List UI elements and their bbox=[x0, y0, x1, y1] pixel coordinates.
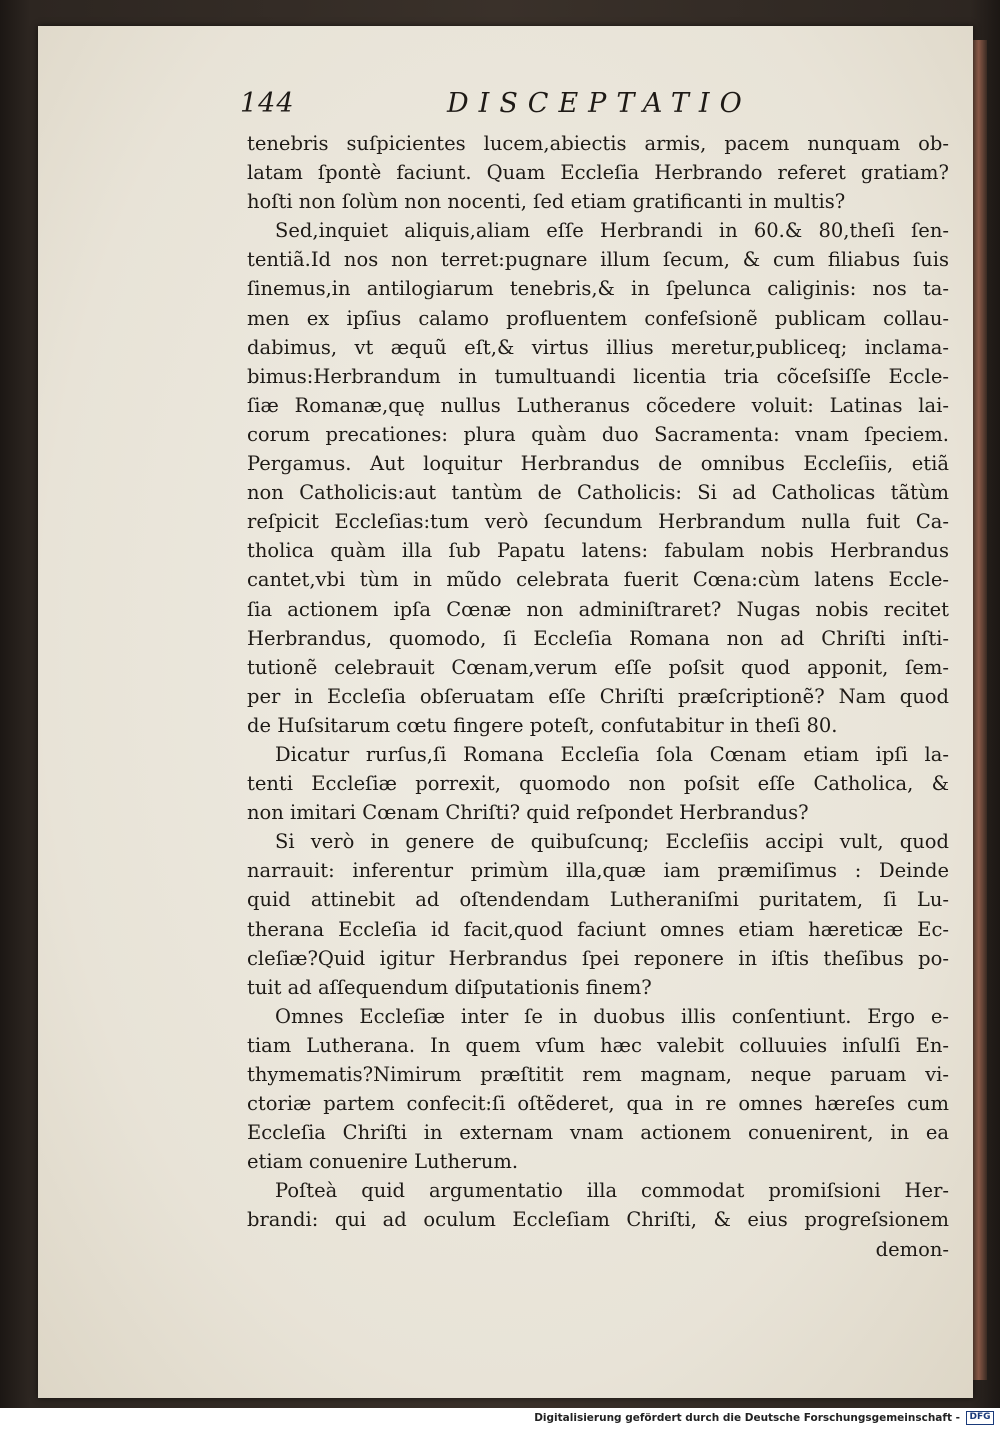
text-line: Dicatur rurſus,ſi Romana Eccleſia ſola Cœnam etiam ipſi la- bbox=[275, 742, 949, 766]
text-line: men ex ipſius calamo profluentem confeſsionẽ publicam collau- bbox=[247, 306, 949, 330]
page-number: 144 bbox=[240, 88, 295, 119]
text-line: dabimus, vt æquũ eſt,& virtus illius meretur,publiceq; inclama- bbox=[247, 335, 949, 359]
text-line: tholica quàm illa ſub Papatu latens: fabulam nobis Herbrandus bbox=[247, 539, 949, 563]
text-line: hoſti non ſolùm non nocenti, ſed etiam gratificanti in multis? bbox=[247, 190, 846, 214]
book-edge bbox=[973, 40, 987, 1380]
text-line: Omnes Eccleſiæ inter ſe in duobus illis conſentiunt. Ergo e- bbox=[275, 1004, 949, 1028]
text-line: de Huſsitarum cœtu fingere poteſt, confutabitur in theſi 80. bbox=[247, 713, 838, 737]
text-line: tenti Eccleſiæ porrexit, quomodo non poſsit eſſe Catholica, & bbox=[247, 772, 949, 796]
text-line: reſpicit Eccleſias:tum verò ſecundum Herbrandum nulla fuit Ca- bbox=[247, 510, 949, 534]
text-line: thymematis?Nimirum præſtitit rem magnam, neque paruam vi- bbox=[247, 1063, 949, 1086]
text-line: Poſteà quid argumentatio illa commodat promiſsioni Her- bbox=[275, 1179, 949, 1203]
text-line: narrauit: inferentur primùm illa,quæ iam præmiſimus : Deinde bbox=[247, 859, 949, 883]
text-line: ſinemus,in antilogiarum tenebris,& in ſpelunca caliginis: nos ta- bbox=[247, 277, 949, 301]
running-head: DISCEPTATIO bbox=[447, 88, 752, 119]
text-line: cantet,vbi tùm in mũdo celebrata fuerit Cœna:cùm latens Eccle- bbox=[247, 568, 949, 592]
footer-credit: Digitalisierung gefördert durch die Deutsche Forschungsgemeinschaft - bbox=[534, 1412, 960, 1424]
body-text bbox=[247, 129, 949, 1264]
text-line: bimus:Herbrandum in tumultuandi licentia tria cõceſsiſſe Eccle- bbox=[247, 364, 949, 388]
text-line: Herbrandus, quomodo, ſi Eccleſia Romana non ad Chriſti inſti- bbox=[247, 626, 949, 650]
text-line: per in Eccleſia obſeruatam eſſe Chriſti præſcriptionẽ? Nam quod bbox=[247, 684, 949, 708]
text-line: tiam Lutherana. In quem vſum hæc valebit colluuies inſulſi En- bbox=[247, 1033, 949, 1057]
text-line: tuit ad aſſequendum diſputationis finem? bbox=[247, 975, 652, 999]
text-line: Pergamus. Aut loquitur Herbrandus de omnibus Eccleſiis, etiã bbox=[247, 452, 949, 476]
text-line: demon- bbox=[875, 1237, 949, 1261]
text-line: brandi: qui ad oculum Eccleſiam Chriſti, & eius progreſsionem bbox=[247, 1208, 949, 1232]
text-line: corum precationes: plura quàm duo Sacramenta: vnam ſpeciem. bbox=[247, 422, 949, 446]
text-line: Sed,inquiet aliquis,aliam eſſe Herbrandi in 60.& 80,theſi ſen- bbox=[275, 219, 949, 243]
text-line: quid attinebit ad oſtendendam Lutheraniſmi puritatem, ſi Lu- bbox=[247, 888, 949, 912]
text-line: latam ſpontè faciunt. Quam Eccleſia Herbrando referet gratiam? bbox=[247, 161, 949, 185]
text-line: etiam conuenire Lutherum. bbox=[247, 1150, 519, 1174]
text-line: therana Eccleſia id facit,quod faciunt omnes etiam hæreticæ Ec- bbox=[247, 917, 949, 941]
text-line: ſiæ Romanæ,quę nullus Lutheranus cõcedere voluit: Latinas lai- bbox=[247, 393, 949, 417]
text-line: non Catholicis:aut tantùm de Catholicis: Si ad Catholicas tãtùm bbox=[247, 481, 949, 505]
text-line: ctoriæ partem confecit:ſi oſtẽderet, qua in re omnes hæreſes cum bbox=[247, 1092, 949, 1116]
text-line: cleſiæ?Quid igitur Herbrandus ſpei reponere in iſtis theſibus po- bbox=[247, 946, 949, 970]
page-header bbox=[240, 88, 940, 128]
text-line: Eccleſia Chriſti in externam vnam actionem conuenirent, in ea bbox=[247, 1121, 949, 1145]
text-line: tentiã.Id nos non terret:pugnare illum ſecum, & cum filiabus ſuis bbox=[247, 248, 949, 272]
text-line: non imitari Cœnam Chriſti? quid reſpondet Herbrandus? bbox=[247, 801, 809, 825]
text-line: ſia actionem ipſa Cœnæ non adminiſtraret? Nugas nobis recitet bbox=[247, 597, 949, 621]
text-line: tenebris suſpicientes lucem,abiectis armis, pacem nunquam ob- bbox=[247, 132, 949, 155]
footer-bar bbox=[0, 1408, 1000, 1429]
text-line: tutionẽ celebrauit Cœnam,verum eſſe poſsit quod apponit, ſem- bbox=[247, 655, 949, 679]
text-line: Si verò in genere de quibuſcunq; Eccleſiis accipi vult, quod bbox=[275, 830, 949, 854]
dfg-logo: DFG bbox=[966, 1411, 994, 1425]
